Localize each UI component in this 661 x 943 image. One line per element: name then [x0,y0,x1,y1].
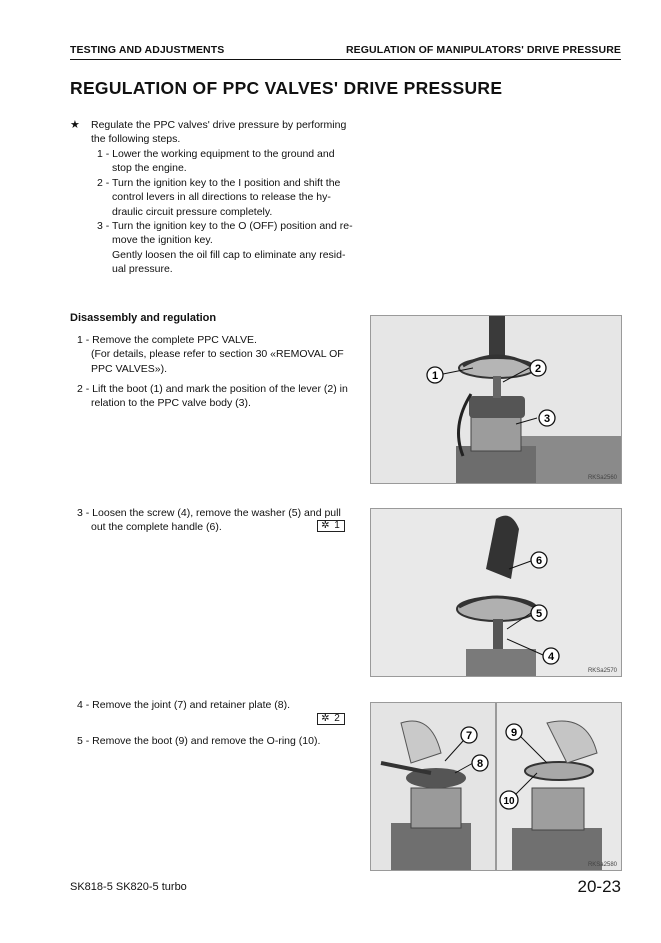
callout-3: 3 [543,413,551,425]
callout-7: 7 [465,730,473,742]
figure-code-3: RKSa2580 [587,862,617,868]
callout-6: 6 [535,555,543,567]
photo-joint-retainer-plate [370,702,496,871]
intro-text: Regulate the PPC valves' drive pressure by performing the following steps. [91,119,347,146]
star-icon: ★ [70,119,80,131]
section-step-3: 3 - Loosen the screw (4), remove the washer (5) and pull out the complete handle (6). [77,507,341,534]
callout-9: 9 [510,727,518,739]
figure-code-1: RKSa2560 [587,475,617,481]
callout-2: 2 [534,363,542,375]
callout-4: 4 [547,651,555,663]
reference-mark-1: ✲ 1 [317,520,345,532]
header-section-left: TESTING AND ADJUSTMENTS [70,44,225,56]
section-step-2: 2 - Lift the boot (1) and mark the position of the lever (2) in relation to the PPC valve body (3). [77,383,348,410]
reference-mark-2: ✲ 2 [317,713,345,725]
page-title: REGULATION OF PPC VALVES' DRIVE PRESSURE [70,78,503,98]
callout-5: 5 [535,608,543,620]
intro-step-3: 3 - Turn the ignition key to the O (OFF) position and re- move the ignition key. Gently loosen the oil fill cap to eliminate any resid- ual pressure. [97,220,353,275]
section-step-1: 1 - Remove the complete PPC VALVE. (For details, please refer to section 30 «REMOVAL OF PPC VALVES»). [77,334,344,375]
section-step-4: 4 - Remove the joint (7) and retainer plate (8). [77,699,291,711]
callout-10: 10 [503,796,515,807]
footer-model: SK818-5 SK820-5 turbo [70,881,187,893]
callout-8: 8 [476,758,484,770]
photo-boot-o-ring [496,702,622,871]
footer-page-number: 20-23 [577,877,621,896]
figure-code-2: RKSa2570 [587,668,617,674]
photo-handle-screw-washer [370,508,622,677]
header-section-right: REGULATION OF MANIPULATORS' DRIVE PRESSURE [345,44,621,56]
header-rule [70,59,621,60]
callout-1: 1 [431,370,439,382]
intro-step-2: 2 - Turn the ignition key to the I position and shift the control levers in all directions to release the hy- draulic circuit pressure completely. [97,177,341,218]
photo-ppc-valve-boot-lever [370,315,622,484]
section-step-5: 5 - Remove the boot (9) and remove the O-ring (10). [77,735,321,747]
section-title: Disassembly and regulation [70,312,217,324]
intro-step-1: 1 - Lower the working equipment to the ground and stop the engine. [97,148,335,175]
